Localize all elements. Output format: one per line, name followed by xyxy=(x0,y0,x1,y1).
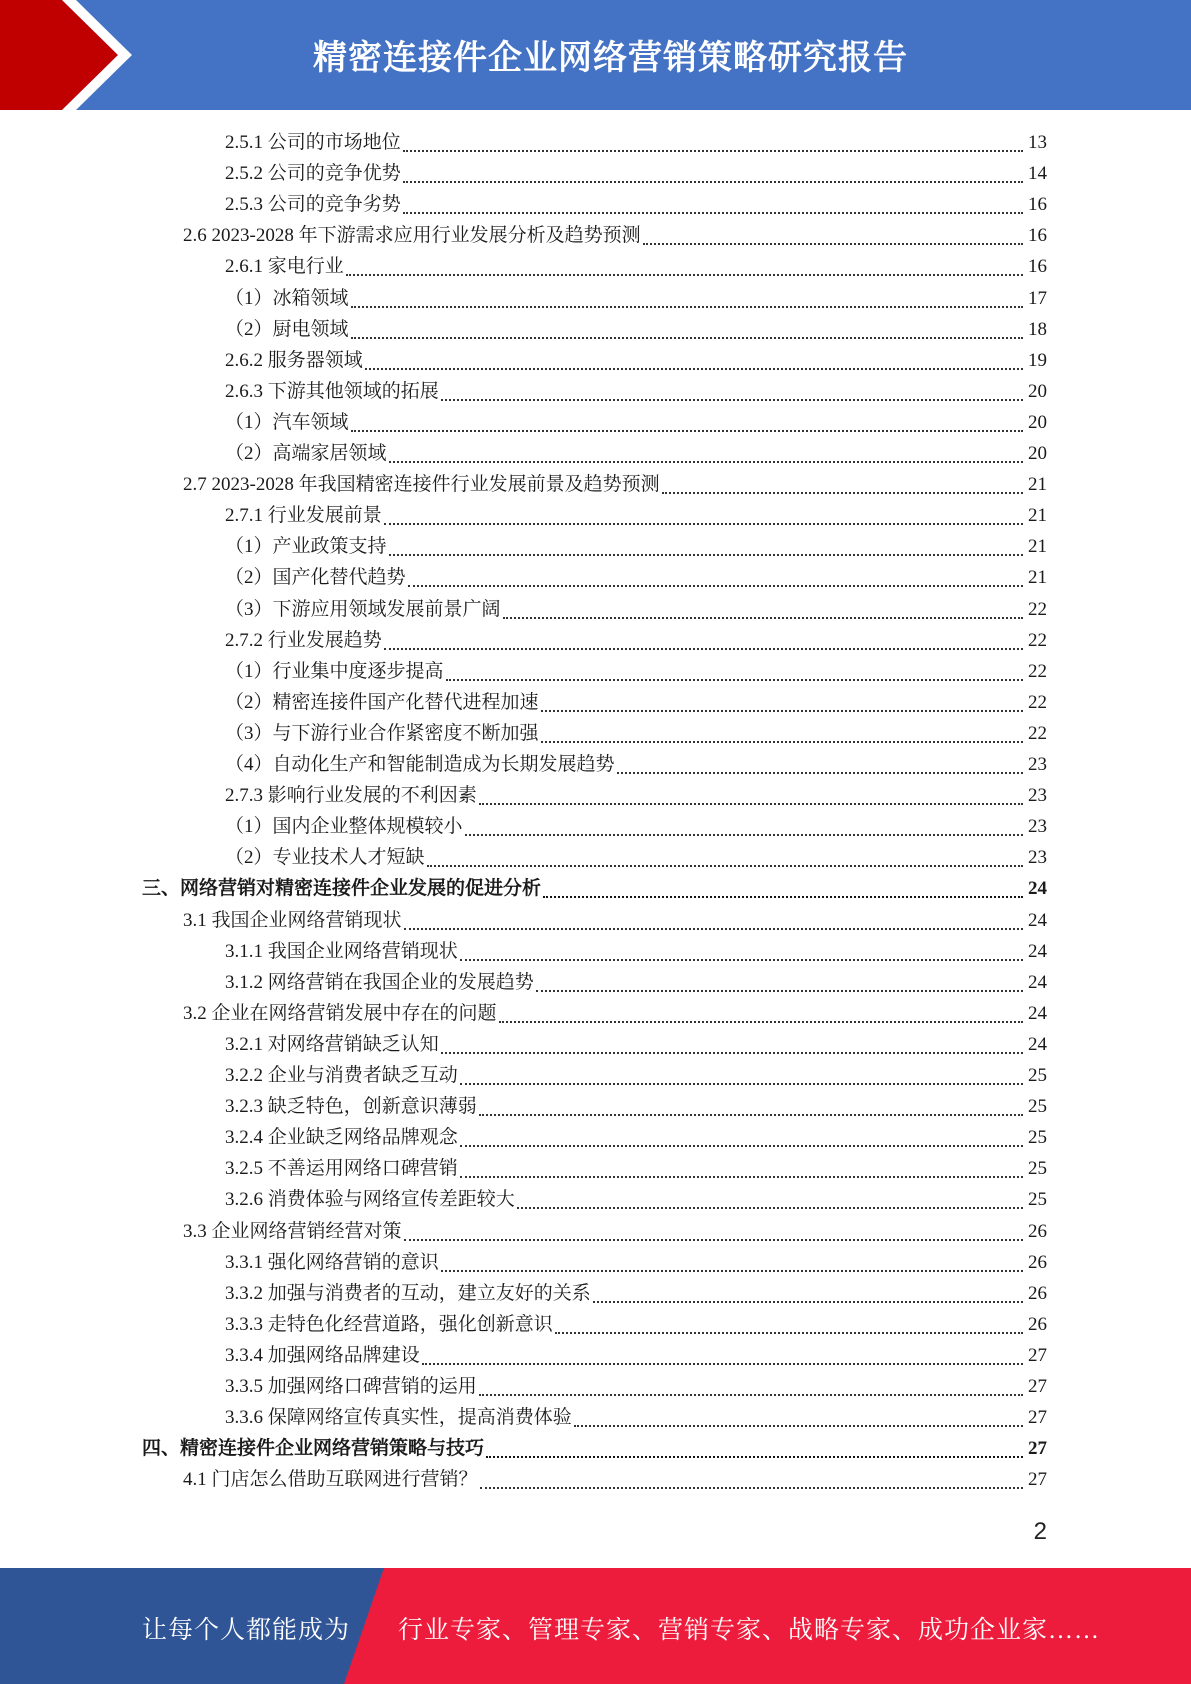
toc-entry-page: 20 xyxy=(1028,411,1047,433)
toc-entry-page: 24 xyxy=(1028,909,1047,931)
toc-entry[interactable] xyxy=(225,127,1047,158)
toc-entry-page: 21 xyxy=(1028,474,1047,496)
toc-entry-page: 27 xyxy=(1028,1344,1047,1366)
toc-dot-leader xyxy=(351,306,1023,308)
toc-dot-leader xyxy=(499,1021,1023,1023)
toc-entry-label: 3.3.2 加强与消费者的互动，建立友好的关系 xyxy=(225,1282,591,1304)
toc-entry-label: 2.5.2 公司的竞争优势 xyxy=(225,163,401,185)
toc-entry-label: 2.5.1 公司的市场地位 xyxy=(225,132,401,153)
toc-dot-leader xyxy=(541,710,1023,712)
toc-entry-label: 三、网络营销对精密连接件企业发展的促进分析 xyxy=(142,878,542,900)
toc-dot-leader xyxy=(404,928,1023,930)
toc-entry-page: 25 xyxy=(1028,1096,1047,1118)
toc-dot-leader xyxy=(555,1332,1023,1334)
toc-dot-leader xyxy=(403,181,1023,183)
page-number: 2 xyxy=(1033,1518,1047,1545)
toc-entry-label: （1）行业集中度逐步提高 xyxy=(225,660,444,682)
toc-entry-label: （1）冰箱领域 xyxy=(225,287,349,309)
toc-entry[interactable] xyxy=(183,1216,1047,1247)
toc-entry[interactable] xyxy=(225,438,1047,469)
toc-entry[interactable] xyxy=(225,376,1047,407)
toc-entry[interactable] xyxy=(225,283,1047,314)
toc-entry-label: 2.6.1 家电行业 xyxy=(225,256,344,278)
toc-dot-leader xyxy=(486,1456,1023,1458)
toc-entry-page: 27 xyxy=(1028,1438,1047,1460)
toc-entry-page: 24 xyxy=(1028,1002,1047,1024)
toc-entry[interactable] xyxy=(225,1153,1047,1184)
toc-entry-label: 2.7.3 影响行业发展的不利因素 xyxy=(225,785,477,807)
toc-entry-label: 3.3.3 走特色化经营道路，强化创新意识 xyxy=(225,1313,553,1335)
toc-entry-label: （3）与下游行业合作紧密度不断加强 xyxy=(225,722,539,744)
toc-entry[interactable] xyxy=(183,1464,1047,1495)
page-footer xyxy=(0,1568,1191,1684)
toc-entry-label: 3.2 企业在网络营销发展中存在的问题 xyxy=(183,1002,497,1024)
toc-dot-leader xyxy=(643,243,1023,245)
toc-entry-label: 2.5.3 公司的竞争劣势 xyxy=(225,194,401,216)
toc-entry-label: （2）厨电领域 xyxy=(225,318,349,340)
toc-entry-page: 26 xyxy=(1028,1220,1047,1242)
toc-entry-label: （2）高端家居领域 xyxy=(225,443,387,464)
toc-entry[interactable] xyxy=(225,967,1047,998)
toc-entry-label: 3.2.3 缺乏特色，创新意识薄弱 xyxy=(225,1096,477,1118)
toc-entry-page: 27 xyxy=(1028,1407,1047,1429)
footer-slogan-left: 让每个人都能成为 xyxy=(142,1617,351,1644)
toc-dot-leader xyxy=(404,1239,1023,1241)
toc-entry[interactable] xyxy=(225,1402,1047,1433)
toc-entry-page: 22 xyxy=(1028,629,1047,651)
page-header xyxy=(0,0,1191,110)
toc-entry[interactable] xyxy=(183,905,1047,936)
footer-slogan-right: 行业专家、管理专家、营销专家、战略专家、成功企业家…… xyxy=(398,1617,1101,1644)
toc-dot-leader xyxy=(593,1301,1023,1303)
toc-entry-page: 22 xyxy=(1028,722,1047,744)
toc-entry-label: 2.6.2 服务器领域 xyxy=(225,349,363,371)
toc-entry[interactable] xyxy=(225,936,1047,967)
toc-entry-label: 3.2.5 不善运用网络口碑营销 xyxy=(225,1158,458,1180)
toc-dot-leader xyxy=(479,803,1023,805)
toc-entry-page: 27 xyxy=(1028,1376,1047,1397)
toc-dot-leader xyxy=(441,399,1023,401)
toc-dot-leader xyxy=(536,990,1023,992)
toc-dot-leader xyxy=(346,274,1023,276)
toc-entry-label: （2）专业技术人才短缺 xyxy=(225,847,425,869)
toc-entry[interactable] xyxy=(142,873,1047,904)
toc-entry-page: 16 xyxy=(1028,256,1047,278)
toc-dot-leader xyxy=(446,679,1023,681)
toc-entry-page: 18 xyxy=(1028,318,1047,340)
toc-entry[interactable] xyxy=(225,345,1047,376)
toc-dot-leader xyxy=(460,1083,1023,1085)
toc-entry-label: 4.1 门店怎么借助互联网进行营销？ xyxy=(183,1469,478,1491)
toc-entry[interactable] xyxy=(225,189,1047,220)
toc-dot-leader xyxy=(389,554,1023,556)
toc-entry[interactable] xyxy=(225,780,1047,811)
toc-dot-leader xyxy=(460,1176,1023,1178)
toc-dot-leader xyxy=(503,617,1023,619)
toc-dot-leader xyxy=(441,1052,1023,1054)
toc-entry[interactable] xyxy=(225,1309,1047,1340)
toc-entry[interactable] xyxy=(225,1340,1047,1371)
toc-entry[interactable] xyxy=(183,998,1047,1029)
toc-entry-page: 25 xyxy=(1028,1065,1047,1086)
toc-entry-label: 四、精密连接件企业网络营销策略与技巧 xyxy=(142,1438,485,1460)
toc-entry-page: 22 xyxy=(1028,691,1047,713)
toc-entry[interactable] xyxy=(225,1184,1047,1215)
toc-entry-page: 16 xyxy=(1028,225,1047,247)
toc-dot-leader xyxy=(403,212,1023,214)
toc-entry[interactable] xyxy=(225,500,1047,531)
toc-entry[interactable] xyxy=(225,531,1047,562)
toc-entry-label: （2）精密连接件国产化替代进程加速 xyxy=(225,691,539,713)
toc-entry-page: 25 xyxy=(1028,1189,1047,1211)
toc-entry-page: 23 xyxy=(1028,847,1047,869)
toc-entry[interactable] xyxy=(225,1278,1047,1309)
toc-entry-page: 23 xyxy=(1028,816,1047,838)
document-title: 精密连接件企业网络营销策略研究报告 xyxy=(313,38,908,78)
toc-entry[interactable] xyxy=(225,687,1047,718)
toc-entry-page: 20 xyxy=(1028,380,1047,402)
toc-entry[interactable] xyxy=(225,656,1047,687)
toc-entry-label: 3.2.1 对网络营销缺乏认知 xyxy=(225,1033,439,1055)
toc-entry[interactable] xyxy=(225,1247,1047,1278)
toc-entry-label: 3.2.6 消费体验与网络宣传差距较大 xyxy=(225,1189,515,1211)
toc-entry-page: 25 xyxy=(1028,1158,1047,1180)
toc-dot-leader xyxy=(479,1114,1023,1116)
toc-dot-leader xyxy=(384,648,1023,650)
toc-dot-leader xyxy=(541,741,1023,743)
toc-entry-label: 3.3 企业网络营销经营对策 xyxy=(183,1220,402,1242)
toc-dot-leader xyxy=(574,1425,1023,1427)
toc-entry-page: 23 xyxy=(1028,754,1047,775)
toc-entry[interactable] xyxy=(183,220,1047,251)
toc-entry-label: 3.1.2 网络营销在我国企业的发展趋势 xyxy=(225,971,534,993)
toc-entry-page: 25 xyxy=(1028,1127,1047,1149)
toc-entry[interactable] xyxy=(225,562,1047,593)
toc-entry-page: 26 xyxy=(1028,1313,1047,1335)
toc-entry-label: （3）下游应用领域发展前景广阔 xyxy=(225,598,501,620)
toc-entry-label: 3.1.1 我国企业网络营销现状 xyxy=(225,940,458,962)
toc-entry[interactable] xyxy=(225,1029,1047,1060)
toc-dot-leader xyxy=(427,865,1023,867)
toc-entry-page: 24 xyxy=(1028,1033,1047,1055)
toc-entry[interactable] xyxy=(225,1091,1047,1122)
toc-entry-label: （1）国内企业整体规模较小 xyxy=(225,816,463,838)
toc-entry-label: 2.7.1 行业发展前景 xyxy=(225,505,382,527)
toc-dot-leader xyxy=(617,772,1023,774)
toc-entry-page: 14 xyxy=(1028,163,1047,185)
toc-entry[interactable] xyxy=(225,842,1047,873)
toc-entry-label: 2.6 2023-2028 年下游需求应用行业发展分析及趋势预测 xyxy=(183,225,641,247)
toc-dot-leader xyxy=(389,461,1023,463)
toc-dot-leader xyxy=(479,1394,1023,1396)
toc-entry-label: 3.3.4 加强网络品牌建设 xyxy=(225,1344,420,1366)
toc-dot-leader xyxy=(408,585,1023,587)
toc-dot-leader xyxy=(403,150,1023,152)
toc-entry[interactable] xyxy=(225,251,1047,282)
toc-entry-label: 3.3.1 强化网络营销的意识 xyxy=(225,1251,439,1273)
toc-entry-page: 22 xyxy=(1028,660,1047,682)
toc-entry-label: （1）产业政策支持 xyxy=(225,536,387,558)
toc-dot-leader xyxy=(351,337,1023,339)
toc-dot-leader xyxy=(460,959,1023,961)
toc-dot-leader xyxy=(517,1207,1023,1209)
toc-entry-label: 2.7.2 行业发展趋势 xyxy=(225,629,382,651)
toc-entry[interactable] xyxy=(142,1433,1047,1464)
toc-entry-page: 17 xyxy=(1028,287,1047,309)
toc-dot-leader xyxy=(422,1363,1023,1365)
toc-entry[interactable] xyxy=(225,1371,1047,1402)
toc-entry[interactable] xyxy=(225,1060,1047,1091)
toc-dot-leader xyxy=(365,368,1023,370)
toc-entry-label: 3.1 我国企业网络营销现状 xyxy=(183,909,402,931)
toc-entry-page: 13 xyxy=(1028,132,1047,153)
toc-entry[interactable] xyxy=(225,811,1047,842)
toc-entry-label: 2.6.3 下游其他领域的拓展 xyxy=(225,380,439,402)
toc-entry-page: 21 xyxy=(1028,567,1047,589)
toc-entry[interactable] xyxy=(183,469,1047,500)
toc-entry-page: 23 xyxy=(1028,785,1047,807)
toc-entry[interactable] xyxy=(225,749,1047,780)
toc-dot-leader xyxy=(543,896,1023,898)
toc-entry-label: 3.2.4 企业缺乏网络品牌观念 xyxy=(225,1127,458,1149)
toc-entry-label: 3.3.5 加强网络口碑营销的运用 xyxy=(225,1376,477,1397)
toc-entry-page: 19 xyxy=(1028,349,1047,371)
toc-entry-page: 24 xyxy=(1028,878,1047,900)
toc-entry[interactable] xyxy=(225,594,1047,625)
toc-dot-leader xyxy=(465,834,1023,836)
toc-dot-leader xyxy=(480,1487,1023,1489)
toc-dot-leader xyxy=(441,1270,1023,1272)
toc-entry-page: 20 xyxy=(1028,443,1047,464)
toc-entry-label: 3.2.2 企业与消费者缺乏互动 xyxy=(225,1065,458,1086)
toc-entry-label: （1）汽车领域 xyxy=(225,411,349,433)
toc-entry-label: （4）自动化生产和智能制造成为长期发展趋势 xyxy=(225,754,615,775)
toc-entry-page: 16 xyxy=(1028,194,1047,216)
toc-entry-page: 24 xyxy=(1028,940,1047,962)
toc-entry-page: 27 xyxy=(1028,1469,1047,1491)
toc-dot-leader xyxy=(460,1145,1023,1147)
toc-entry-label: （2）国产化替代趋势 xyxy=(225,567,406,589)
toc-dot-leader xyxy=(662,492,1023,494)
toc-entry-page: 24 xyxy=(1028,971,1047,993)
toc-entry-label: 2.7 2023-2028 年我国精密连接件行业发展前景及趋势预测 xyxy=(183,474,660,496)
toc-entry-page: 26 xyxy=(1028,1251,1047,1273)
toc-entry[interactable] xyxy=(225,158,1047,189)
toc-entry-label: 3.3.6 保障网络宣传真实性，提高消费体验 xyxy=(225,1407,572,1429)
toc-entry[interactable] xyxy=(225,718,1047,749)
toc-entry-page: 21 xyxy=(1028,536,1047,558)
toc-dot-leader xyxy=(384,523,1023,525)
toc-entry-page: 26 xyxy=(1028,1282,1047,1304)
toc-entry[interactable] xyxy=(225,1122,1047,1153)
toc-entry[interactable] xyxy=(225,314,1047,345)
toc-dot-leader xyxy=(351,430,1023,432)
toc-entry[interactable] xyxy=(225,407,1047,438)
toc-entry[interactable] xyxy=(225,625,1047,656)
toc-entry-page: 21 xyxy=(1028,505,1047,527)
toc-entry-page: 22 xyxy=(1028,598,1047,620)
